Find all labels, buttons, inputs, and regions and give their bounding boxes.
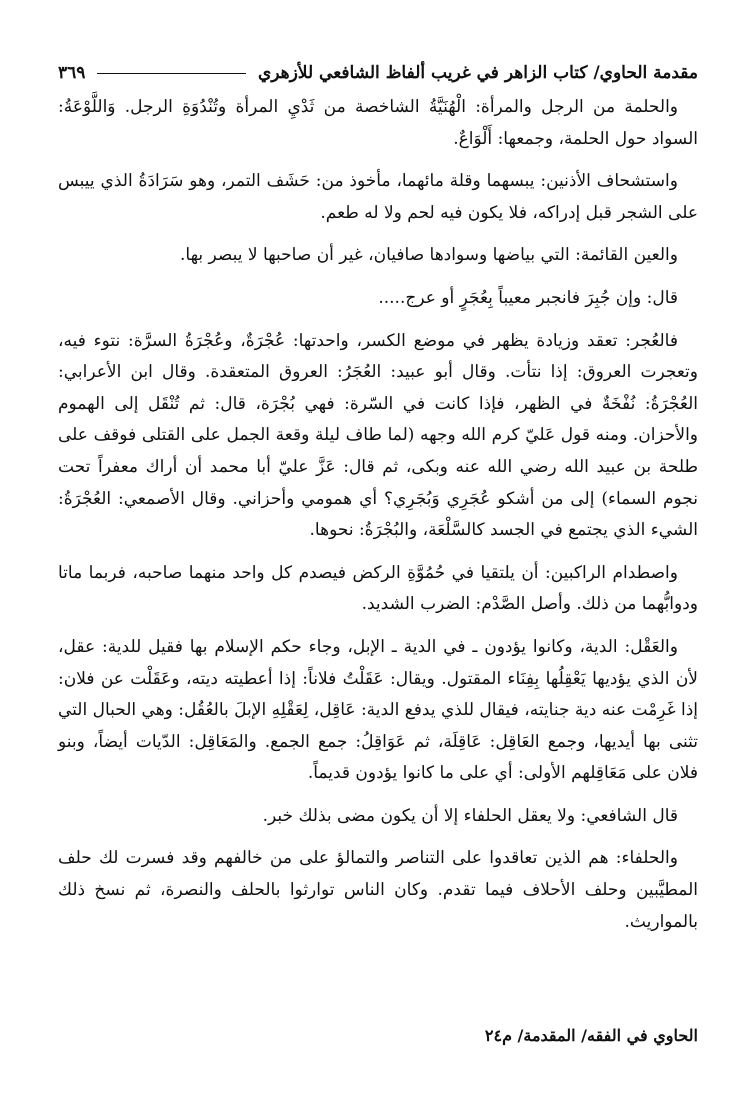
paragraph: والعين القائمة: التي بياضها وسوادها صافيان، غير أن صاحبها لا يبصر بها.	[179, 245, 678, 266]
page-footer: الحاوي في الفقه/ المقدمة/ م٢٤	[484, 1026, 698, 1045]
paragraph: والعَقْل: الدية، وكانوا يؤدون ـ في الدية ـ الإبل، وجاء حكم الإسلام بها فقيل للدية: عقل، لأن الذي يؤديها يَعْقِلُها بِفِنَاء المقتول. ويقال: عَقَلْتُ فلاناً: إذا أعطيته ديته، وعَقَلْت عن فلان: إذا غَرِمْت عنه دية جنايته، فيقال للذي يدفع الدية: عَاقِل، لِعَقْلِهِ الإبلَ بالعُقُل: وهي الحبال التي تثنى بها أيديها، وجمع العَاقِل: عَاقِلَة، ثم عَوَاقِلُ: جمع الجمع. والمَعَاقِل: الدّيات أيضاً، وبنو فلان على مَعَاقِلهم الأولى: أي على ما كانوا يؤدون قديماً.	[57, 636, 698, 784]
paragraph: واصطدام الراكبين: أن يلتقيا في حُمُوَّةِ الركض فيصدم كل واحد منهما صاحبه، فربما ماتا ودوابُّهما من ذلك. وأصل الصَّدْم: الضرب الشديد.	[58, 562, 698, 615]
paragraph: والحلمة من الرجل والمرأة: الْهُنَيَّةُ الشاخصة من ثَدْيِ المرأة وتُنْدُوَةِ الرجل. وَاللَّوْعَةُ: السواد حول الحلمة، وجمعها: أَلْوَاعٌ.	[58, 97, 698, 149]
paragraph: قال: وإن جُبِرَ فانجبر معيباً بِعُجَرٍ أو عرج.....	[378, 287, 678, 308]
running-header	[58, 58, 698, 88]
header-title: مقدمة الحاوي/ كتاب الزاهر في غريب ألفاظ الشافعي للأزهري	[257, 63, 698, 83]
paragraph: واستشحاف الأذنين: يبسهما وقلة مائهما، مأخوذ من: حَشَف التمر، وهو سَرَادَةُ الذي ييبس على الشجر قبل إدراكه، فلا يكون فيه لحم ولا له طعم.	[58, 171, 698, 223]
paragraph: فالعُجر: تعقد وزيادة يظهر في موضع الكسر، واحدتها: عُجْرَةٌ، وعُجْرَةُ السرَّة: نتوء فيه، وتعجرت العروق: إذا نتأت. وقال أبو عبيد: العُجَرُ: العروق المتعقدة. وقال ابن الأعرابي: العُجْرَةُ: نُفْخَةٌ في الظهر، فإذا كانت في السّرة: فهي بُجْرَة، قال: ثم تُنْقَل إلى الهموم والأحزان. ومنه قول عَليّ كرم الله وجهه (لما طاف ليلة وقعة الجمل على القتلى فوقف على طلحة بن عبيد الله رضي الله عنه وبكى، ثم قال: عَزَّ عليّ أبا محمد أن أراك معفراً تحت نجوم السماء) إلى من أشكو عُجَرِي وَبُجَرِي؟ أي همومي وأحزاني. وقال الأصمعي: العُجْرَةُ: الشيء الذي يجتمع في الجسد كالسَّلْعَة، والبُجْرَةُ: نحوها.	[58, 330, 698, 541]
page-number: ٣٦٩	[58, 63, 86, 83]
paragraph: والحلفاء: هم الذين تعاقدوا على التناصر والتمالؤ على من خالفهم وقد فسرت لك حلف المطيَّبين وحلف الأحلاف فيما تقدم. وكان الناس توارثوا بالحلف والنصرة، ثم نسخ ذلك بالمواريث.	[58, 848, 698, 932]
paragraph: قال الشافعي: ولا يعقل الحلفاء إلا أن يكون مضى بذلك خبر.	[262, 805, 678, 826]
page-body	[58, 92, 698, 949]
header-rule	[97, 73, 246, 74]
